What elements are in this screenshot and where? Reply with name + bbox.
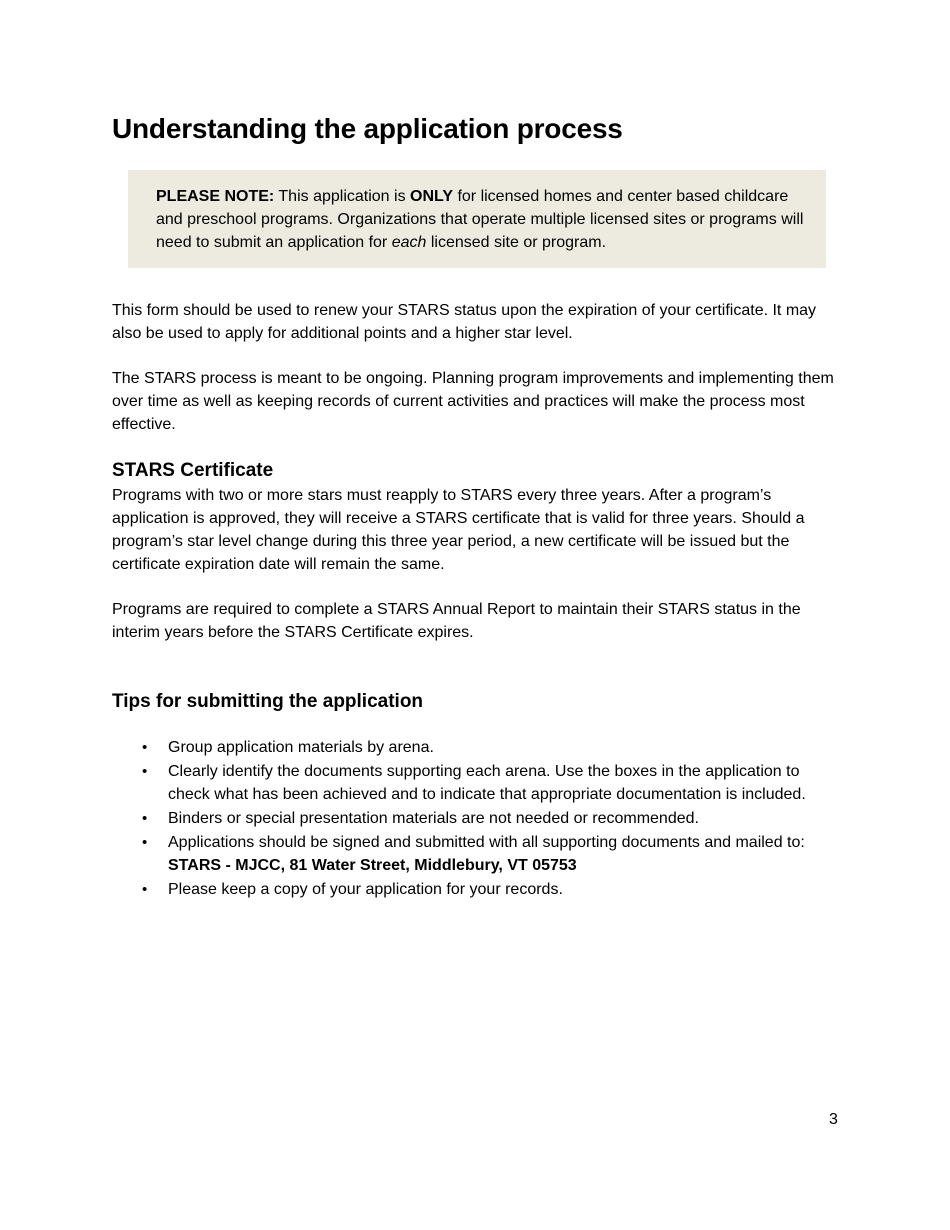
certificate-paragraph-2: Programs are required to complete a STARS Annual Report to maintain their STARS status in the interim years before the STARS Certificate expires. xyxy=(112,601,801,641)
list-item-text: Binders or special presentation materials are not needed or recommended. xyxy=(168,810,699,827)
note-label: PLEASE NOTE: xyxy=(156,188,275,205)
certificate-paragraph-1: Programs with two or more stars must reapply to STARS every three years. After a program’s application is approved, they will receive a STARS certificate that is valid for three years. Should a program’s star level change during this three year period, a new certificate will be issued but the certificate expiration date will remain the same. xyxy=(112,487,805,573)
list-item-text: Applications should be signed and submitted with all supporting documents and mailed to: xyxy=(168,834,805,851)
page-heading: Understanding the application process xyxy=(112,113,623,144)
page-number: 3 xyxy=(829,1111,838,1128)
bullet-icon: • xyxy=(142,881,148,898)
list-item xyxy=(112,831,842,877)
mailing-address: STARS - MJCC, 81 Water Street, Middlebury, VT 05753 xyxy=(168,857,577,874)
note-each: each xyxy=(391,234,427,251)
certificate-heading: STARS Certificate xyxy=(112,460,274,481)
tips-heading: Tips for submitting the application xyxy=(112,691,424,712)
note-box xyxy=(128,170,826,268)
note-text-1: This application is xyxy=(274,188,411,205)
bullet-icon: • xyxy=(142,834,148,851)
list-item xyxy=(112,878,842,901)
list-item xyxy=(112,807,842,830)
note-text-2: for licensed homes and center based childcare and preschool programs. Organizations that operate multiple licensed sites or programs will need to submit an application for xyxy=(156,188,804,251)
intro-paragraph-2: The STARS process is meant to be ongoing. Planning program improvements and implementing them over time as well as keeping records of current activities and practices will make the process most effective. xyxy=(112,370,834,433)
bullet-icon: • xyxy=(142,763,148,780)
tips-list xyxy=(112,736,842,902)
note-only: ONLY xyxy=(410,188,453,205)
bullet-icon: • xyxy=(142,739,148,756)
list-item xyxy=(112,736,842,759)
list-item-text: Clearly identify the documents supporting each arena. Use the boxes in the application to check what has been achieved and to indicate that appropriate documentation is included. xyxy=(168,763,806,803)
list-item xyxy=(112,760,842,806)
list-item-text: Group application materials by arena. xyxy=(168,739,434,756)
intro-paragraph-1: This form should be used to renew your STARS status upon the expiration of your certificate. It may also be used to apply for additional points and a higher star level. xyxy=(112,302,817,342)
note-text-3: licensed site or program. xyxy=(426,234,607,251)
list-item-text: Please keep a copy of your application for your records. xyxy=(168,881,563,898)
bullet-icon: • xyxy=(142,810,148,827)
